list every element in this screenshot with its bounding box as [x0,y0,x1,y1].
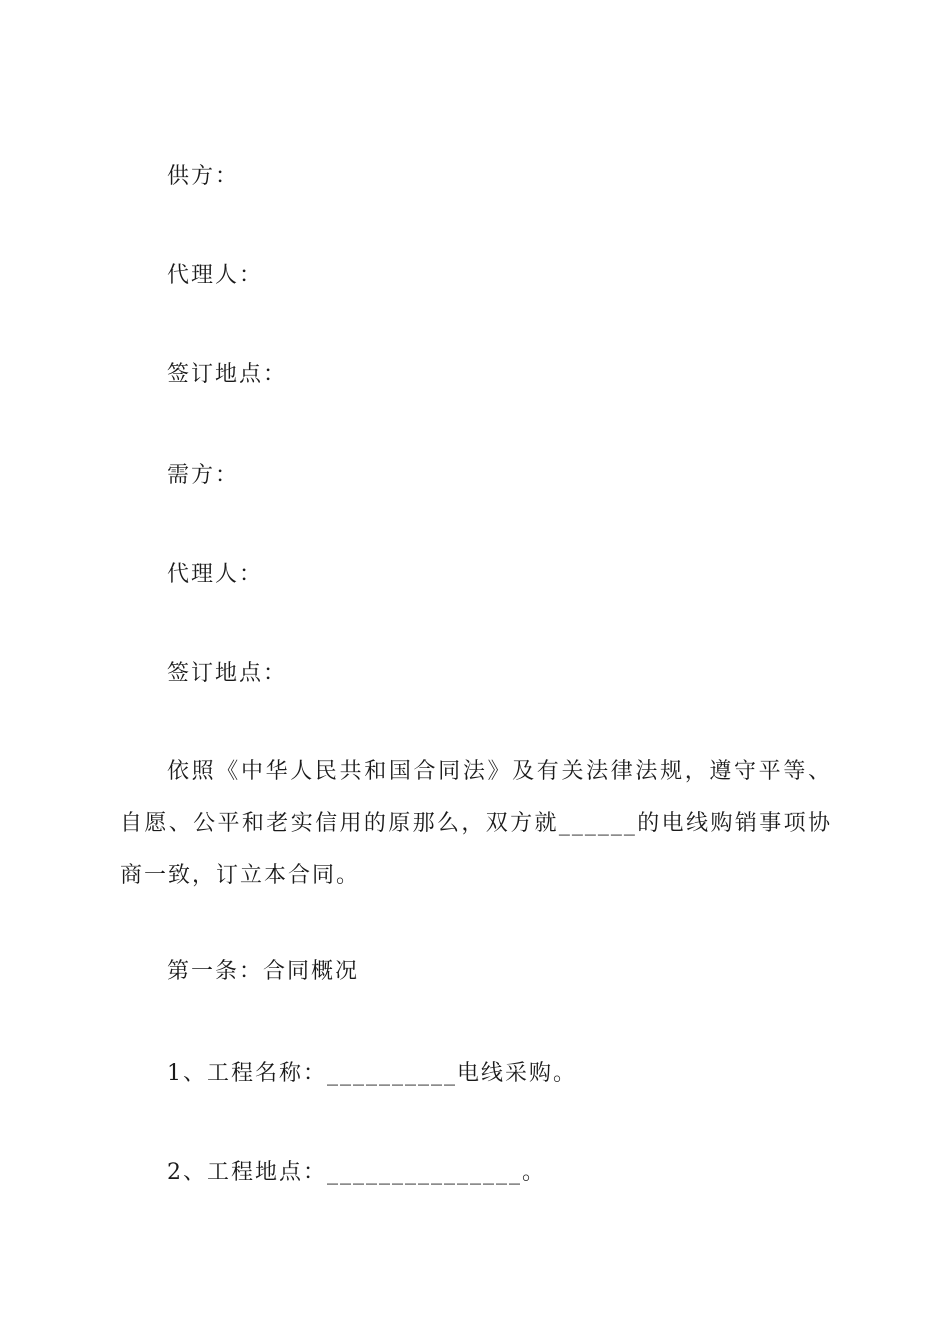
article-1-item-1: 1、工程名称：__________电线采购。 [167,1061,577,1086]
supplier-field: 供方： [167,164,240,189]
article-1-item-2: 2、工程地点：_______________。 [167,1160,546,1185]
buyer-signing-place-field: 签订地点： [167,661,288,686]
supplier-agent-field: 代理人： [167,263,264,288]
buyer-agent-field: 代理人： [167,562,264,587]
supplier-signing-place-field: 签订地点： [167,362,288,387]
contract-preamble: 依照《中华人民共和国合同法》及有关法律法规，遵守平等、自愿、公平和老实信用的原那么，双方就______的电线购销事项协商一致，订立本合同。 [120,759,832,888]
article-1-heading: 第一条：合同概况 [167,959,360,984]
buyer-field: 需方： [167,463,240,488]
